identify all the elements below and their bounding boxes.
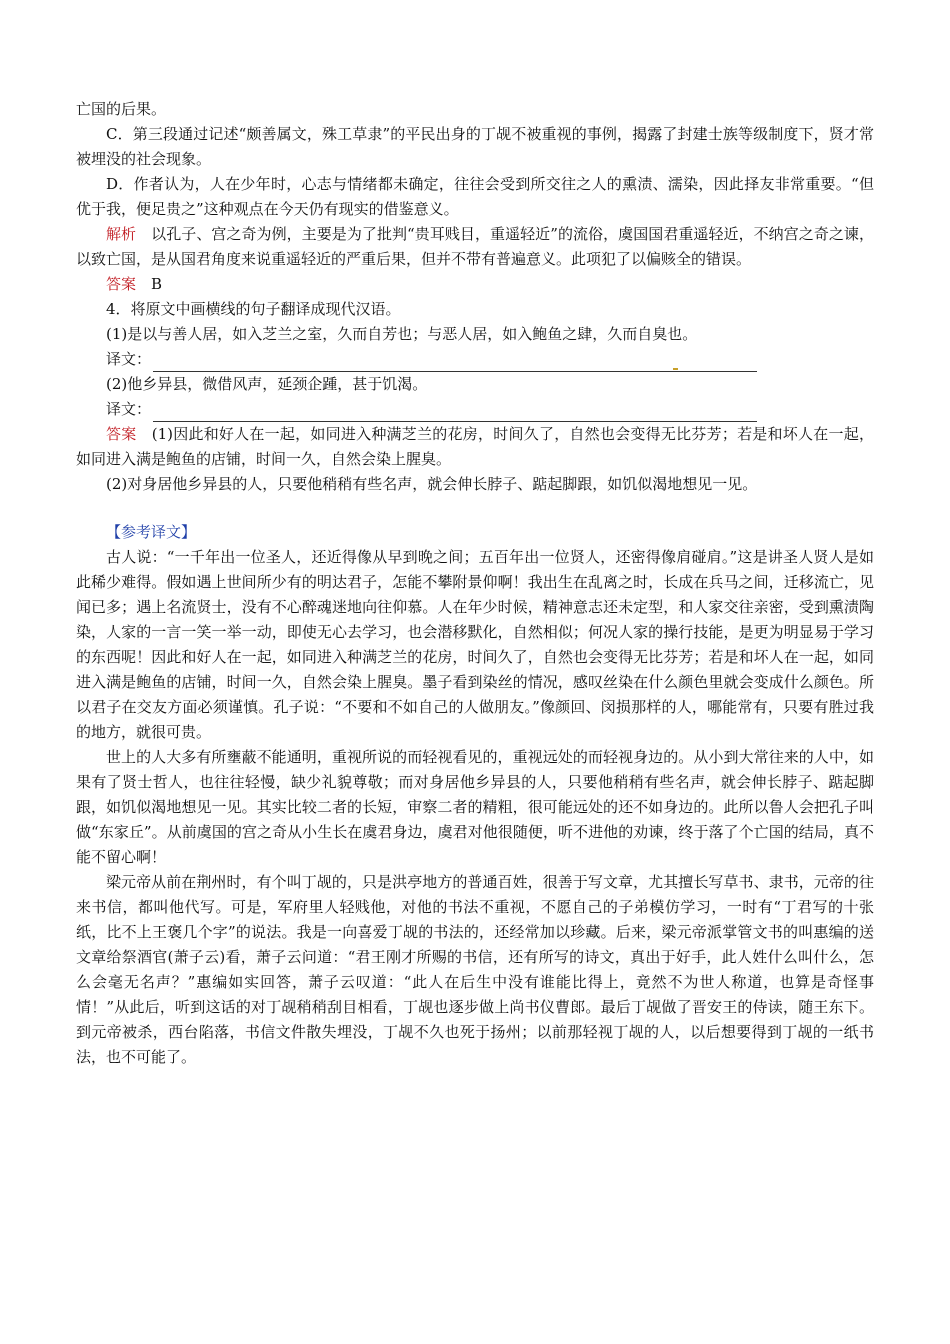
option-d: D．作者认为，人在少年时，心志与情绪都未确定，往往会受到所交往之人的熏渍、濡染，因此择友非常重要。“但优于我，便足贵之”这种观点在今天仍有现实的借鉴意义。 xyxy=(76,175,874,218)
answer-translation xyxy=(76,422,874,472)
question-4-1: (1)是以与善人居，如入芝兰之室，久而自芳也；与恶人居，如入鲍鱼之肆，久而自臭也。 xyxy=(106,325,698,343)
translation-line-1 xyxy=(76,347,874,372)
question-4-2: (2)他乡异县，微借风声，延颈企踵，甚于饥渴。 xyxy=(106,375,428,393)
analysis-text: 以孔子、宫之奇为例，主要是为了批判“贵耳贱目，重遥轻近”的流俗，虞国国君重遥轻近，不纳宫之奇之谏，以致亡国，是从国君角度来说重遥轻近的严重后果，但并不带有普遍意义。此项犯了以偏赅全的错误。 xyxy=(76,225,874,268)
section-gap xyxy=(76,497,874,520)
reference-paragraph-2: 世上的人大多有所壅蔽不能通明，重视所说的而轻视看见的，重视远处的而轻视身边的。从小到大常往来的人中，如果有了贤士哲人，也往往轻慢，缺少礼貌尊敬；而对身居他乡异县的人，只要他稍稍有些名声，就会伸长脖子、踮起脚跟，如饥似渴地想见一见。其实比较二者的长短，审察二者的精粗，很可能远处的还不如身边的。此所以鲁人会把孔子叫做“东家丘”。从前虞国的宫之奇从小生长在虞君身边，虞君对他很随便，听不进他的劝谏，终于落了个亡国的结局，真不能不留心啊！ xyxy=(76,748,874,866)
reference-paragraph-1: 古人说：“一千年出一位圣人，还近得像从早到晚之间；五百年出一位贤人，还密得像肩碰肩。”这是讲圣人贤人是如此稀少难得。假如遇上世间所少有的明达君子，怎能不攀附景仰啊！我出生在乱离之时，长成在兵马之间，迁移流亡，见闻已多；遇上名流贤士，没有不心醉魂迷地向往仰慕。人在年少时候，精神意志还未定型，和人家交往亲密，受到熏渍陶染，人家的一言一笑一举一动，即使无心去学习，也会潜移默化，自然相似；何况人家的操行技能，是更为明显易于学习的东西呢！因此和好人在一起，如同进入种满芝兰的花房，时间久了，自然也会变得无比芬芳；若是和坏人在一起，如同进入满是鲍鱼的店铺，时间一久，自然会染上腥臭。墨子看到染丝的情况，感叹丝染在什么颜色里就会变成什么颜色。所以君子在交友方面必须谨慎。孔子说：“不要和不如自己的人做朋友。”像颜回、闵损那样的人，哪能常有，只要有胜过我的地方，就很可贵。 xyxy=(76,548,874,741)
translation-label-1: 译文： xyxy=(106,350,152,368)
answer2-label: 答案 xyxy=(106,425,137,443)
translation-blank-2[interactable] xyxy=(153,403,757,422)
answer-translation-part2: (2)对身居他乡异县的人，只要他稍稍有些名声，就会伸长脖子、踮起脚跟，如饥似渴地想见一见。 xyxy=(106,475,758,493)
option-c: C．第三段通过记述“颇善属文，殊工草隶”的平民出身的丁觇不被重视的事例，揭露了封建士族等级制度下，贤才常被埋没的社会现象。 xyxy=(76,125,874,168)
translation-blank-1[interactable] xyxy=(153,353,757,372)
reference-heading: 【参考译文】 xyxy=(106,523,197,541)
answer-value: B xyxy=(136,275,163,293)
analysis-label: 解析 xyxy=(106,225,137,243)
question-4: 4．将原文中画横线的句子翻译成现代汉语。 xyxy=(106,300,401,318)
mark-tick xyxy=(673,368,678,370)
answer-line xyxy=(76,272,874,297)
continued-line: 亡国的后果。 xyxy=(76,100,167,118)
translation-label-2: 译文： xyxy=(106,400,152,418)
reference-paragraph-3: 梁元帝从前在荆州时，有个叫丁觇的，只是洪亭地方的普通百姓，很善于写文章，尤其擅长写草书、隶书，元帝的往来书信，都叫他代写。可是，军府里人轻贱他，对他的书法不重视，不愿自己的子弟模仿学习，一时有“丁君写的十张纸，比不上王褒几个字”的说法。我是一向喜爱丁觇的书法的，还经常加以珍藏。后来，梁元帝派掌管文书的叫惠编的送文章给祭酒官(萧子云)看，萧子云问道：“君王刚才所赐的书信，还有所写的诗文，真出于好手，此人姓什么叫什么，怎么会毫无名声？”惠编如实回答，萧子云叹道：“此人在后生中没有谁能比得上，竟然不为世人称道，也算是奇怪事情！”从此后，听到这话的对丁觇稍稍刮目相看，丁觇也逐步做上尚书仪曹郎。最后丁觇做了晋安王的侍读，随王东下。到元帝被杀，西台陷落，书信文件散失埋没，丁觇不久也死于扬州；以前那轻视丁觇的人，以后想要得到丁觇的一纸书法，也不可能了。 xyxy=(76,873,874,1066)
analysis-paragraph xyxy=(76,222,874,272)
answer2-text: (1)因此和好人在一起，如同进入种满芝兰的花房，时间久了，自然也会变得无比芬芳；若是和坏人在一起，如同进入满是鲍鱼的店铺，时间一久，自然会染上腥臭。 xyxy=(76,425,874,468)
answer-label: 答案 xyxy=(106,275,137,293)
translation-line-2 xyxy=(76,397,874,422)
